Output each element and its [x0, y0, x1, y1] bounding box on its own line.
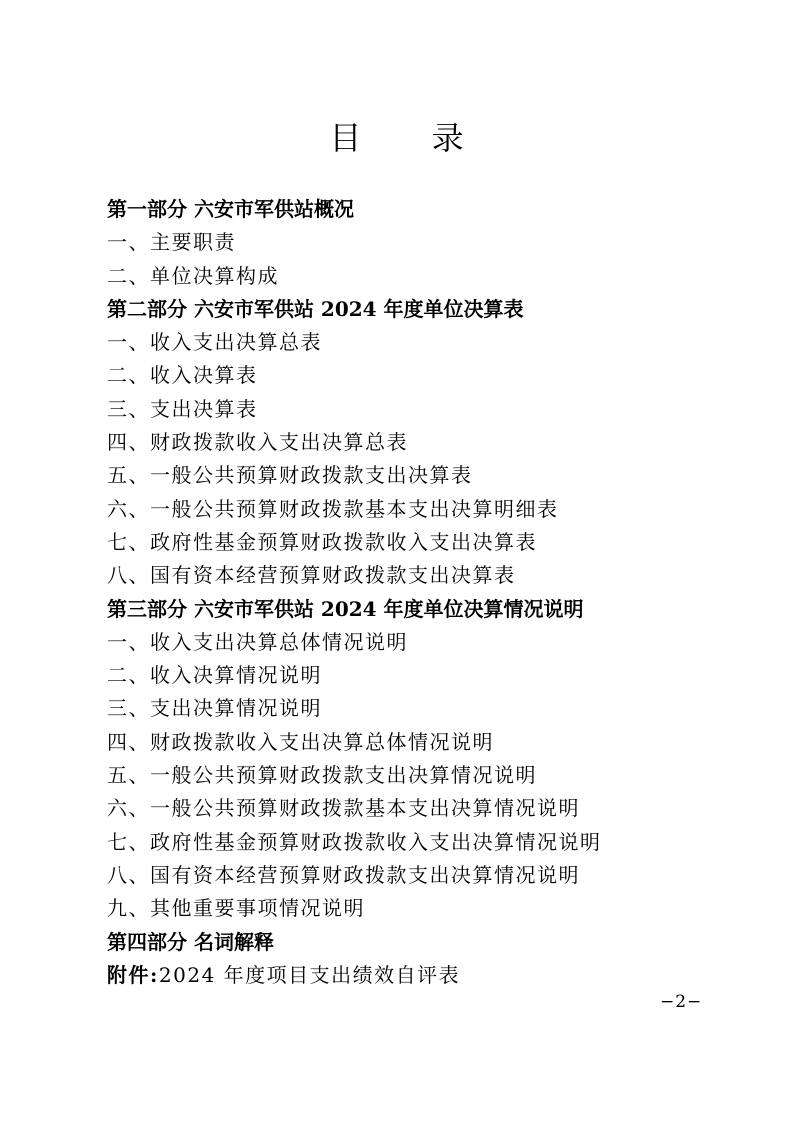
toc-item: 一、主要职责 [107, 230, 236, 255]
toc-item: 七、政府性基金预算财政拨款收入支出决算情况说明 [107, 829, 602, 854]
toc-part-3: 第三部分 六安市军供站 2024 年度单位决算情况说明 [107, 596, 584, 621]
toc-item: 五、一般公共预算财政拨款支出决算情况说明 [107, 763, 537, 788]
toc-item: 六、一般公共预算财政拨款基本支出决算明细表 [107, 496, 559, 521]
toc-item: 八、国有资本经营预算财政拨款支出决算表 [107, 563, 516, 588]
toc-item: 三、支出决算表 [107, 396, 258, 421]
toc-item: 八、国有资本经营预算财政拨款支出决算情况说明 [107, 862, 580, 887]
toc-item: 四、财政拨款收入支出决算总表 [107, 430, 408, 455]
page-title: 目 录 [329, 119, 494, 157]
toc-item: 一、收入支出决算总体情况说明 [107, 629, 408, 654]
toc-item: 二、单位决算构成 [107, 263, 279, 288]
toc-part-2: 第二部分 六安市军供站 2024 年度单位决算表 [107, 296, 524, 321]
toc-item: 二、收入决算情况说明 [107, 663, 322, 688]
toc-item: 一、收入支出决算总表 [107, 330, 322, 355]
toc-item: 二、收入决算表 [107, 363, 258, 388]
toc-item: 四、财政拨款收入支出决算总体情况说明 [107, 729, 494, 754]
toc-item: 六、一般公共预算财政拨款基本支出决算情况说明 [107, 796, 580, 821]
toc-item: 九、其他重要事项情况说明 [107, 896, 365, 921]
table-of-contents [107, 193, 727, 992]
toc-attachment [107, 959, 727, 992]
toc-item: 三、支出决算情况说明 [107, 696, 322, 721]
page-number: −2− [660, 992, 703, 1012]
toc-part-4: 第四部分 名词解释 [107, 929, 274, 954]
attachment-label: 附件: [107, 962, 159, 987]
toc-item: 七、政府性基金预算财政拨款收入支出决算表 [107, 529, 537, 554]
toc-part-1: 第一部分 六安市军供站概况 [107, 197, 354, 221]
toc-item: 五、一般公共预算财政拨款支出决算表 [107, 463, 473, 488]
attachment-text: 2024 年度项目支出绩效自评表 [158, 962, 461, 987]
